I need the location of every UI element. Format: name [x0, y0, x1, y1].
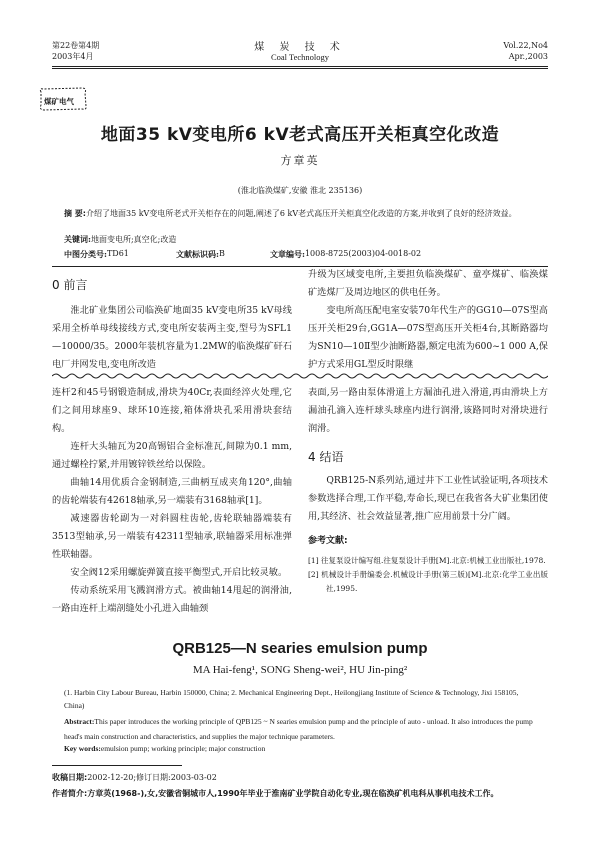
article-affiliation: (淮北临涣煤矿,安徽 淮北 235136) [237, 186, 363, 195]
paragraph: QRB125-N系列站,通过井下工业性试验证明,各项技术参数选择合理,工作平稳,寿命长,现已在我省各大矿业集团使用,其经济、社会效益显著,推广应用前景十分广阔。 [308, 475, 548, 522]
paragraph: 传动系统采用飞溅润滑方式。被曲轴14甩起的润滑油,一路由连杆上端剖缝处小孔进入曲轴颈 [52, 585, 292, 614]
received-date [52, 772, 548, 783]
keywords-label: 关键词: [64, 234, 91, 244]
english-abstract-label: Abstract: [64, 717, 95, 726]
english-keywords [64, 744, 540, 753]
english-keywords-text: emulsion pump; working principle; major construction [100, 744, 266, 753]
volume-cn: 第22卷第4期 [52, 41, 100, 50]
paragraph: 连杆2和45号钢锻造制成,滑块为40Cr,表面经淬火处理,它们之间用球座9、球环10连接,箱体滑块孔采用滑块套结构。 [52, 387, 292, 434]
author-bio [52, 788, 548, 799]
reference-list [308, 554, 548, 596]
left-column-bottom [52, 384, 292, 618]
reference-item: [1] 往复泵设计编写组.往复泵设计手册[M].北京:机械工业出版社,1978. [308, 556, 546, 565]
english-title: QRB125—N searies emulsion pump [172, 640, 428, 657]
paragraph: 表面,另一路由泵体滑道上方漏油孔进入滑道,再由滑块上方漏油孔滴入连杆球头球座内进行润滑,该路同时对滑块进行润滑。 [308, 387, 548, 434]
header-rule-2 [52, 68, 548, 69]
references-title: 参考文献: [308, 536, 348, 546]
article-author: 方章英 [280, 154, 320, 167]
doc-code-value: B [218, 249, 225, 258]
header-volume-en [503, 40, 548, 62]
clc-label: 中图分类号: [64, 249, 107, 259]
footnote-rule [52, 765, 182, 766]
article-title: 地面35 kV变电所6 kV老式高压开关柜真空化改造 [100, 125, 500, 145]
keywords-text: 地面变电所;真空化;改造 [90, 235, 177, 244]
volume-en: Vol.22,No4 [503, 41, 548, 50]
paragraph: 曲轴14用优质合金钢制造,三曲柄互成夹角120°,曲轴的齿轮端装有42618轴承,另一端装有3168轴承[1]。 [52, 477, 292, 506]
author-bio-label: 作者简介: [52, 789, 88, 798]
abstract [64, 207, 540, 220]
article-no-label: 文章编号: [270, 249, 305, 259]
article-separator [52, 372, 548, 380]
left-column-top [52, 274, 292, 374]
english-abstract-text: This paper introduces the working principle of QPB125 ~ N searies emulsion pump and the principle of auto - unload. It also introduces the pump head's main construction and characteristics, and supplies the major technique parameters. [64, 717, 533, 741]
english-authors: MA Hai-feng¹, SONG Sheng-wei², HU Jin-ping² [192, 664, 408, 676]
header-rule [52, 66, 548, 67]
received-label: 收稿日期: [52, 773, 88, 782]
paragraph: 安全阀12采用螺旋弹簧直接平衡型式,开启比较灵敏。 [70, 567, 288, 578]
paragraph: 淮北矿业集团公司临涣矿地面35 kV变电所35 kV母线采用全桥单母线接线方式,变电所安装两主变,型号为SFL1—10000/35。2000年装机容量为1.2MW的临涣煤矿矸石电厂并网发电,变电所改造 [52, 305, 292, 370]
right-column-bottom [308, 384, 548, 596]
doc-code-label: 文献标识码: [176, 249, 219, 259]
paragraph: 减速器齿轮副为一对斜圆柱齿轮,齿轮联轴器端装有3513型轴承,另一端装有42311型轴承,联轴器采用标准弹性联轴器。 [52, 513, 292, 560]
right-column-top [308, 266, 548, 374]
section-title-conclusion: 4 结语 [308, 450, 344, 464]
author-bio-text: 方章英(1968-),女,安徽省铜城市人,1990年毕业于淮南矿业学院自动化专业,现在临涣矿机电科从事机电技术工作。 [87, 789, 499, 798]
abstract-label: 摘 要: [64, 209, 86, 218]
abstract-text: 介绍了地面35 kV变电所老式开关柜存在的问题,阐述了6 kV老式高压开关柜真空化改造的方案,并收到了良好的经济效益。 [85, 209, 517, 218]
english-affiliation: (1. Harbin City Labour Bureau, Harbin 150000, China; 2. Mechanical Engineering Dept., Heilongjiang Institute of Science & Technology, Jixi 158105, China) [64, 688, 519, 710]
paragraph: 变电所高压配电室安装70年代生产的GG10—07S型高压开关柜29台,GG1A—07S型高压开关柜4台,其断路器均为SN10—10Ⅱ型少油断路器,额定电流为600~1 000 A,保护方式采用GL型反时限继 [308, 305, 548, 370]
date-cn: 2003年4月 [52, 52, 94, 61]
english-abstract [64, 714, 540, 744]
date-en: Apr.,2003 [508, 52, 548, 61]
journal-name-en: Coal Technology [270, 52, 330, 62]
journal-name-cn: 煤 炭 技 术 [254, 42, 346, 53]
section-title-intro: 0 前言 [52, 278, 88, 292]
english-keywords-label: Key words: [64, 744, 101, 753]
column-badge: 煤矿电气 [44, 97, 74, 106]
clc-value: TD61 [106, 249, 129, 258]
reference-item: [2] 机械设计手册编委会.机械设计手册(第三版)[M].北京:化学工业出版社,1995. [308, 570, 548, 593]
received-value: 2002-12-20;修订日期:2003-03-02 [87, 773, 217, 782]
keywords [64, 234, 540, 245]
paragraph: 连杆大头轴瓦为20高锡铝合金标准瓦,间隙为0.1 mm,通过螺栓拧紧,并用镀锌铁丝给以保险。 [52, 441, 292, 470]
article-no-value: 1008-8725(2003)04-0018-02 [304, 249, 422, 258]
paragraph: 升级为区域变电所,主要担负临涣煤矿、童亭煤矿、临涣煤矿选煤厂及周边地区的供电任务。 [308, 269, 548, 298]
